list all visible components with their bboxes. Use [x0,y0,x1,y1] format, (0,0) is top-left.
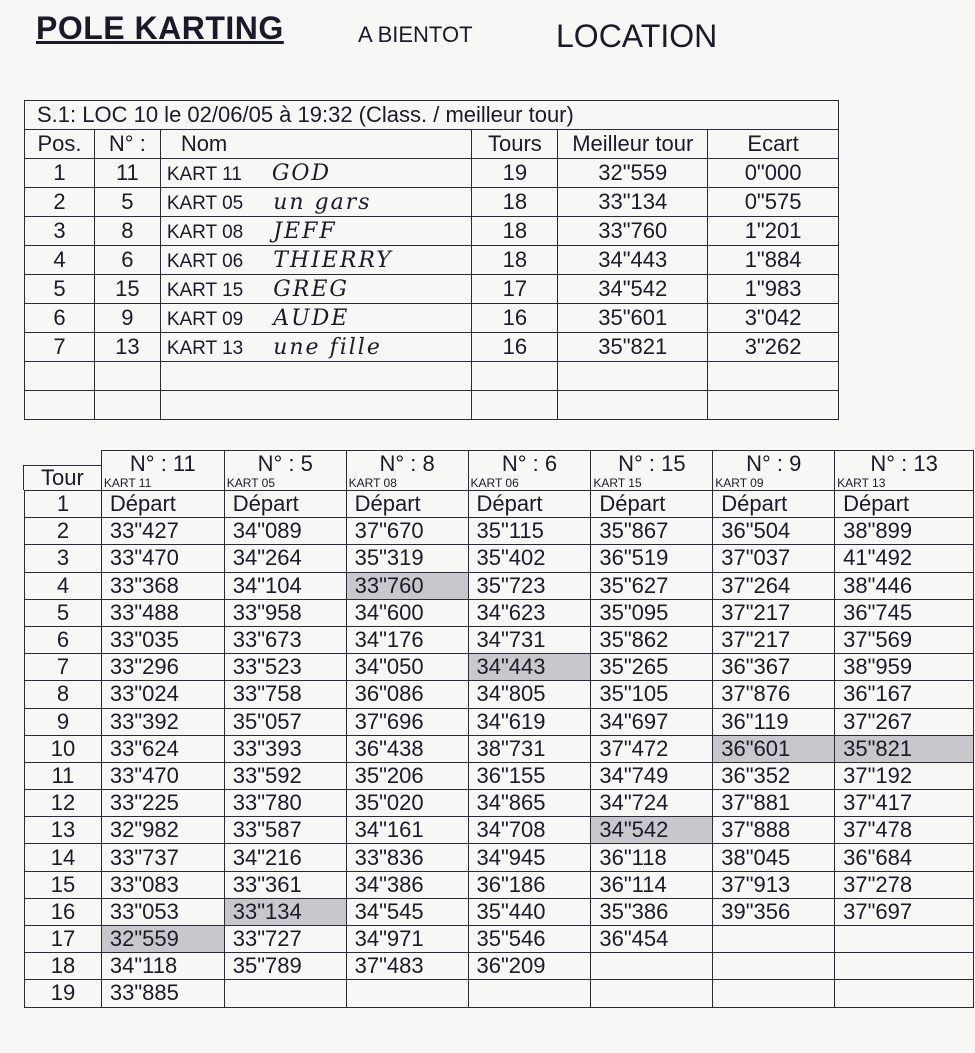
lap-time-cell: 35"440 [468,898,591,925]
lap-time-cell [713,926,835,953]
lap-time-cell: 36"519 [591,545,713,572]
gap-cell: 3"042 [708,304,839,333]
lap-time-cell: 35"265 [591,654,713,681]
pos-cell: 3 [25,217,95,246]
kart-name: KART 15 [166,279,244,301]
classification-row [25,304,839,333]
lap-row [25,844,974,871]
lap-time-cell: 37"697 [835,898,974,925]
best-lap-cell: 35"821 [558,333,708,362]
name-cell [160,188,472,217]
lap-row [25,980,974,1007]
lap-time-cell: 37"217 [713,599,835,626]
empty-cell [160,362,472,391]
name-cell [160,217,472,246]
lap-time-cell: 35"105 [591,681,713,708]
kart-number: N° : 6 [501,451,558,476]
lap-time-cell: 37"881 [713,790,835,817]
lap-time-cell: Départ [835,491,974,518]
lap-time-cell: 37"217 [713,626,835,653]
lap-number: 5 [25,599,102,626]
lap-number: 3 [25,545,102,572]
lap-time-cell: 34"264 [224,545,346,572]
lap-time-cell: 36"438 [346,735,468,762]
kart-name: KART 06 [470,476,519,490]
lap-number: 1 [25,491,102,518]
lap-time-cell: 35"319 [346,545,468,572]
pos-cell: 7 [25,333,95,362]
page-subtitle: A BIENTOT [358,22,473,47]
lap-time-cell: 36"352 [713,762,835,789]
lap-time-cell: 37"417 [835,790,974,817]
kart-name: KART 13 [837,476,886,490]
kart-name: KART 15 [593,476,642,490]
lap-time-cell: 34"945 [468,844,591,871]
handwritten-driver-name: JEFF [273,218,337,244]
col-header-ecart: Ecart [708,130,839,159]
lap-row [25,762,974,789]
lap-time-cell: 35"115 [468,518,591,545]
name-cell [160,275,472,304]
lap-time-cell: 38"045 [713,844,835,871]
empty-cell [160,391,472,420]
classification-row [25,159,839,188]
handwritten-driver-name: GOD [271,160,332,186]
lap-time-cell: 34"386 [346,871,468,898]
empty-cell [472,391,558,420]
kart-header [101,451,224,491]
lap-time-cell: 34"176 [346,626,468,653]
lap-row [25,491,974,518]
lap-time-cell: 33"053 [101,898,224,925]
lap-time-cell [224,980,346,1007]
lap-time-cell: 33"727 [224,926,346,953]
lap-time-cell: 37"483 [346,953,468,980]
lap-time-cell: 35"020 [346,790,468,817]
kart-number: N° : 13 [870,451,938,476]
page-title: POLE KARTING [36,10,284,46]
name-cell [160,304,472,333]
lap-time-cell: 37"267 [835,708,974,735]
handwritten-driver-name: une fille [273,334,382,360]
lap-row [25,572,974,599]
lap-time-cell: 37"278 [835,871,974,898]
tours-cell: 16 [472,333,558,362]
pos-cell: 5 [25,275,95,304]
num-cell: 9 [94,304,160,333]
lap-row [25,518,974,545]
kart-name: KART 05 [166,192,244,214]
kart-header [224,451,346,491]
lap-time-cell: 36"186 [468,871,591,898]
lap-row [25,708,974,735]
pos-cell: 1 [25,159,95,188]
lap-time-cell: 33"134 [224,898,346,925]
kart-header [591,451,713,491]
gap-cell: 3"262 [708,333,839,362]
lap-time-cell: 38"959 [835,654,974,681]
lap-time-cell: 34"161 [346,817,468,844]
best-lap-cell: 32"559 [558,159,708,188]
empty-cell [472,362,558,391]
name-cell [160,333,472,362]
col-header-best: Meilleur tour [558,130,708,159]
gap-cell: 0"000 [708,159,839,188]
lap-time-cell: 35"789 [224,953,346,980]
lap-row [25,735,974,762]
lap-time-cell: 34"805 [468,681,591,708]
lap-time-cell: 35"386 [591,898,713,925]
lap-time-cell: 37"472 [591,735,713,762]
lap-time-cell: 38"446 [835,572,974,599]
col-header-nom: Nom [160,130,472,159]
lap-row [25,599,974,626]
num-cell: 13 [94,333,160,362]
classification-empty-row [25,362,839,391]
lap-row [25,953,974,980]
lap-time-cell: 34"865 [468,790,591,817]
lap-row [25,654,974,681]
kart-name: KART 08 [348,476,397,490]
lap-time-cell: 35"057 [224,708,346,735]
lap-time-cell: 35"546 [468,926,591,953]
kart-number: N° : 9 [746,451,802,476]
lap-number: 14 [25,844,102,871]
gap-cell: 0"575 [708,188,839,217]
pos-cell: 4 [25,246,95,275]
lap-number: 12 [25,790,102,817]
gap-cell: 1"884 [708,246,839,275]
lap-time-cell: 33"624 [101,735,224,762]
lap-number: 16 [25,898,102,925]
kart-number: N° : 11 [129,451,196,476]
lap-time-cell: 38"899 [835,518,974,545]
lap-time-cell: 33"737 [101,844,224,871]
lap-time-cell: 33"392 [101,708,224,735]
lap-time-cell: 34"731 [468,626,591,653]
classification-caption: S.1: LOC 10 le 02/06/05 à 19:32 (Class. / meilleur tour) [25,101,839,130]
lap-time-cell: 34"104 [224,572,346,599]
lap-time-cell: Départ [591,491,713,518]
handwritten-driver-name: GREG [273,276,349,302]
lap-time-cell: 33"885 [101,980,224,1007]
lap-time-cell: 34"600 [346,599,468,626]
lap-time-cell: 33"368 [101,572,224,599]
tours-cell: 18 [472,217,558,246]
lap-time-cell: 37"192 [835,762,974,789]
lap-number: 18 [25,953,102,980]
lap-time-cell: 32"982 [101,817,224,844]
num-cell: 15 [94,275,160,304]
lap-time-cell [713,980,835,1007]
empty-cell [708,391,839,420]
lap-time-cell: 36"209 [468,953,591,980]
kart-name: KART 09 [715,476,764,490]
lap-time-cell: 33"024 [101,681,224,708]
lap-time-cell: 33"393 [224,735,346,762]
handwritten-driver-name: AUDE [273,305,350,331]
kart-header-row [25,451,974,491]
lap-time-cell: Départ [101,491,224,518]
lap-time-cell [346,980,468,1007]
lap-time-cell: 32"559 [101,926,224,953]
num-cell: 11 [94,159,160,188]
num-cell: 5 [94,188,160,217]
lap-time-cell: Départ [224,491,346,518]
lap-row [25,681,974,708]
empty-cell [558,362,708,391]
col-header-tours: Tours [472,130,558,159]
lap-time-cell: 34"623 [468,599,591,626]
best-lap-cell: 34"542 [558,275,708,304]
lap-row [25,545,974,572]
lap-time-cell: 33"523 [224,654,346,681]
lap-time-cell: 36"684 [835,844,974,871]
lap-time-cell: 33"470 [101,545,224,572]
lap-time-cell: 33"035 [101,626,224,653]
tours-cell: 18 [472,188,558,217]
gap-cell: 1"983 [708,275,839,304]
lap-time-cell: 33"225 [101,790,224,817]
tour-header-label: Tour [23,465,101,490]
lap-time-cell [713,953,835,980]
lap-time-cell: 33"958 [224,599,346,626]
lap-time-cell: 34"050 [346,654,468,681]
lap-time-cell: 38"731 [468,735,591,762]
col-header-pos: Pos. [25,130,95,159]
lap-time-cell: 36"454 [591,926,713,953]
name-cell [160,159,472,188]
lap-time-cell: Départ [468,491,591,518]
name-cell [160,246,472,275]
lap-time-cell: 37"264 [713,572,835,599]
classification-row [25,188,839,217]
col-header-num: N° : [94,130,160,159]
kart-name: KART 11 [103,476,152,490]
lap-time-cell: 36"504 [713,518,835,545]
lap-time-cell [468,980,591,1007]
lap-time-cell [591,953,713,980]
best-lap-cell: 33"760 [558,217,708,246]
lap-time-cell: 36"086 [346,681,468,708]
lap-number: 17 [25,926,102,953]
lap-time-cell: 33"592 [224,762,346,789]
lap-time-cell: 34"619 [468,708,591,735]
classification-row [25,217,839,246]
kart-header [346,451,468,491]
classification-row [25,275,839,304]
lap-time-cell [835,926,974,953]
lap-time-cell: 34"216 [224,844,346,871]
session-type-label: LOCATION [556,18,718,54]
lap-time-cell: Départ [346,491,468,518]
lap-row [25,871,974,898]
lap-number: 6 [25,626,102,653]
lap-time-cell: 39"356 [713,898,835,925]
lap-time-cell: 33"780 [224,790,346,817]
best-lap-cell: 35"601 [558,304,708,333]
best-lap-cell: 34"443 [558,246,708,275]
lap-times-table [24,450,974,1008]
lap-number: 15 [25,871,102,898]
lap-time-cell: 37"569 [835,626,974,653]
empty-cell [25,362,95,391]
empty-cell [708,362,839,391]
lap-time-cell: 34"542 [591,817,713,844]
lap-time-cell [835,953,974,980]
lap-number: 13 [25,817,102,844]
tour-header [25,451,102,491]
lap-time-cell [591,980,713,1007]
lap-time-cell: 36"118 [591,844,713,871]
pos-cell: 2 [25,188,95,217]
lap-time-cell: 37"913 [713,871,835,898]
empty-cell [94,391,160,420]
best-lap-cell: 33"134 [558,188,708,217]
kart-header [835,451,974,491]
tours-cell: 17 [472,275,558,304]
lap-time-cell: 33"587 [224,817,346,844]
lap-number: 2 [25,518,102,545]
lap-time-cell: 33"083 [101,871,224,898]
empty-cell [94,362,160,391]
kart-name: KART 06 [166,250,244,272]
lap-time-cell: 37"478 [835,817,974,844]
lap-time-cell: 33"488 [101,599,224,626]
kart-header [468,451,591,491]
lap-time-cell: 34"724 [591,790,713,817]
lap-time-cell: 36"745 [835,599,974,626]
classification-table [24,100,839,420]
lap-time-cell: 35"862 [591,626,713,653]
lap-number: 11 [25,762,102,789]
lap-time-cell: 33"427 [101,518,224,545]
lap-time-cell: 36"119 [713,708,835,735]
lap-time-cell: 34"971 [346,926,468,953]
lap-time-cell: 37"696 [346,708,468,735]
kart-name: KART 09 [166,308,244,330]
lap-time-cell: 33"296 [101,654,224,681]
lap-number: 8 [25,681,102,708]
lap-time-cell: 41"492 [835,545,974,572]
lap-time-cell: 35"206 [346,762,468,789]
num-cell: 8 [94,217,160,246]
lap-time-cell: 36"601 [713,735,835,762]
lap-number: 9 [25,708,102,735]
lap-time-cell: 34"749 [591,762,713,789]
lap-time-cell: 34"089 [224,518,346,545]
empty-cell [558,391,708,420]
lap-time-cell [835,980,974,1007]
kart-header [713,451,835,491]
kart-name: KART 13 [166,337,244,359]
lap-time-cell: 34"697 [591,708,713,735]
lap-row [25,626,974,653]
lap-time-cell: 35"867 [591,518,713,545]
lap-row [25,817,974,844]
kart-name: KART 08 [166,221,244,243]
tours-cell: 19 [472,159,558,188]
lap-time-cell: 37"037 [713,545,835,572]
classification-empty-row [25,391,839,420]
lap-time-cell: 36"167 [835,681,974,708]
tours-cell: 16 [472,304,558,333]
lap-time-cell: 36"155 [468,762,591,789]
lap-number: 19 [25,980,102,1007]
handwritten-driver-name: un gars [273,189,372,215]
lap-time-cell: 35"821 [835,735,974,762]
pos-cell: 6 [25,304,95,333]
num-cell: 6 [94,246,160,275]
lap-time-cell: 36"114 [591,871,713,898]
kart-name: KART 11 [166,163,242,185]
lap-time-cell: 33"836 [346,844,468,871]
empty-cell [25,391,95,420]
lap-time-cell: 34"708 [468,817,591,844]
kart-name: KART 05 [226,476,276,490]
gap-cell: 1"201 [708,217,839,246]
lap-number: 7 [25,654,102,681]
lap-time-cell: 35"627 [591,572,713,599]
handwritten-driver-name: THIERRY [273,247,393,273]
lap-time-cell: 35"402 [468,545,591,572]
lap-number: 10 [25,735,102,762]
lap-time-cell: Départ [713,491,835,518]
kart-number: N° : 8 [379,451,435,476]
classification-row [25,333,839,362]
lap-time-cell: 33"361 [224,871,346,898]
lap-time-cell: 33"760 [346,572,468,599]
lap-row [25,926,974,953]
lap-number: 4 [25,572,102,599]
lap-row [25,790,974,817]
kart-number: N° : 15 [618,451,686,476]
lap-time-cell: 34"545 [346,898,468,925]
lap-time-cell: 33"758 [224,681,346,708]
kart-number: N° : 5 [257,451,313,476]
lap-time-cell: 34"118 [101,953,224,980]
lap-time-cell: 33"673 [224,626,346,653]
tours-cell: 18 [472,246,558,275]
lap-time-cell: 36"367 [713,654,835,681]
lap-time-cell: 37"876 [713,681,835,708]
lap-time-cell: 35"723 [468,572,591,599]
lap-time-cell: 34"443 [468,654,591,681]
lap-time-cell: 37"670 [346,518,468,545]
lap-time-cell: 33"470 [101,762,224,789]
classification-row [25,246,839,275]
lap-time-cell: 35"095 [591,599,713,626]
classification-header-row [25,130,839,159]
lap-row [25,898,974,925]
lap-time-cell: 37"888 [713,817,835,844]
